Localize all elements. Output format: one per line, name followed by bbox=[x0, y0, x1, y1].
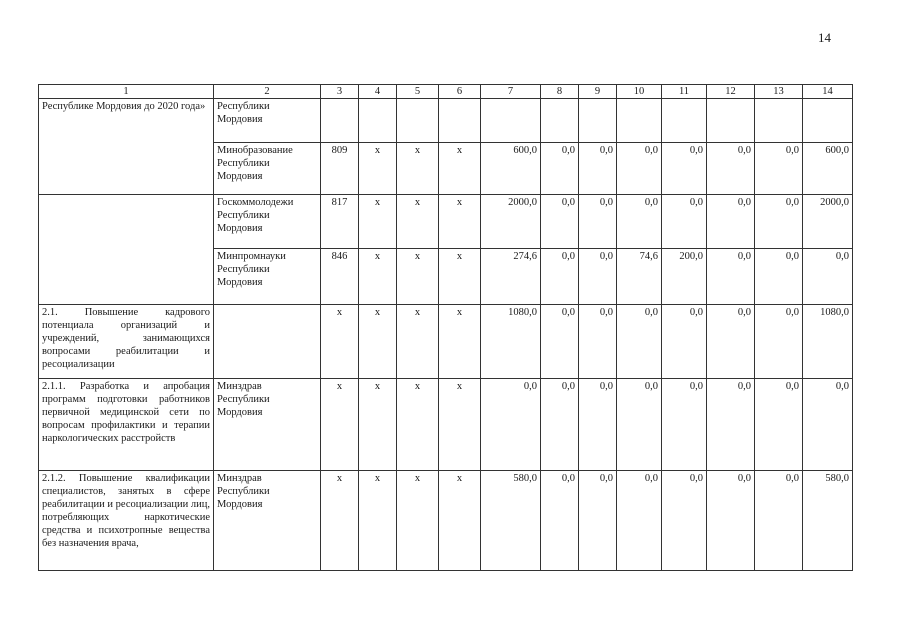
table-row bbox=[39, 305, 853, 379]
value-cell: 0,0 bbox=[662, 195, 707, 249]
page-number: 14 bbox=[818, 30, 831, 45]
value-cell: 0,0 bbox=[541, 143, 579, 195]
column-header: 10 bbox=[617, 85, 662, 99]
value-cell: х bbox=[359, 143, 397, 195]
value-cell: х bbox=[359, 471, 397, 571]
column-header: 7 bbox=[481, 85, 541, 99]
table-row bbox=[39, 99, 853, 143]
value-cell: 0,0 bbox=[662, 379, 707, 471]
table-row bbox=[39, 471, 853, 571]
executor-cell: Республики Мордовия bbox=[214, 99, 321, 143]
value-cell: 0,0 bbox=[579, 379, 617, 471]
value-cell: х bbox=[359, 195, 397, 249]
value-cell bbox=[321, 99, 359, 143]
value-cell: 0,0 bbox=[579, 471, 617, 571]
value-cell: х bbox=[359, 379, 397, 471]
value-cell: 817 bbox=[321, 195, 359, 249]
column-header: 8 bbox=[541, 85, 579, 99]
measure-name-cell bbox=[39, 143, 214, 195]
value-cell: 600,0 bbox=[803, 143, 853, 195]
value-cell: х bbox=[439, 471, 481, 571]
value-cell: 0,0 bbox=[617, 379, 662, 471]
value-cell: х bbox=[397, 249, 439, 305]
value-cell: 0,0 bbox=[579, 195, 617, 249]
value-cell: 580,0 bbox=[803, 471, 853, 571]
value-cell: 0,0 bbox=[662, 305, 707, 379]
value-cell: 600,0 bbox=[481, 143, 541, 195]
value-cell: 0,0 bbox=[662, 471, 707, 571]
value-cell bbox=[707, 99, 755, 143]
value-cell bbox=[662, 99, 707, 143]
measure-name-cell: 2.1.2. Повышение квалификации специалистов, занятых в сфере реабилитации и ресоциализации лиц, потребляющих наркотические средства и психотропные вещества без назначения врача, bbox=[39, 471, 214, 571]
value-cell: 200,0 bbox=[662, 249, 707, 305]
value-cell bbox=[481, 99, 541, 143]
column-header: 4 bbox=[359, 85, 397, 99]
value-cell: 0,0 bbox=[579, 305, 617, 379]
value-cell: 2000,0 bbox=[481, 195, 541, 249]
executor-cell: Минздрав Республики Мордовия bbox=[214, 379, 321, 471]
header-row bbox=[39, 85, 853, 99]
executor-cell: Минобразование Республики Мордовия bbox=[214, 143, 321, 195]
value-cell bbox=[439, 99, 481, 143]
value-cell: 0,0 bbox=[755, 249, 803, 305]
value-cell: 0,0 bbox=[755, 305, 803, 379]
value-cell: 580,0 bbox=[481, 471, 541, 571]
value-cell: 0,0 bbox=[579, 143, 617, 195]
value-cell: 0,0 bbox=[707, 249, 755, 305]
value-cell: х bbox=[397, 305, 439, 379]
value-cell: 0,0 bbox=[803, 249, 853, 305]
table-row bbox=[39, 195, 853, 249]
column-header: 3 bbox=[321, 85, 359, 99]
measure-name-cell: 2.1.1. Разработка и апробация программ подготовки работников первичной медицинской сети по вопросам профилактики и терапии наркологических расстройств bbox=[39, 379, 214, 471]
value-cell: х bbox=[439, 305, 481, 379]
value-cell: 0,0 bbox=[755, 195, 803, 249]
table-row bbox=[39, 379, 853, 471]
value-cell: х bbox=[397, 379, 439, 471]
value-cell: 0,0 bbox=[755, 379, 803, 471]
value-cell: х bbox=[321, 305, 359, 379]
value-cell: 0,0 bbox=[481, 379, 541, 471]
value-cell: 0,0 bbox=[755, 471, 803, 571]
budget-table bbox=[38, 84, 853, 571]
value-cell: 0,0 bbox=[707, 305, 755, 379]
value-cell: 0,0 bbox=[707, 379, 755, 471]
value-cell: 1080,0 bbox=[803, 305, 853, 379]
executor-cell: Минздрав Республики Мордовия bbox=[214, 471, 321, 571]
value-cell: х bbox=[397, 471, 439, 571]
column-header: 6 bbox=[439, 85, 481, 99]
value-cell: х bbox=[439, 379, 481, 471]
value-cell: 0,0 bbox=[541, 471, 579, 571]
measure-name-cell bbox=[39, 195, 214, 305]
value-cell: 0,0 bbox=[579, 249, 617, 305]
value-cell: 0,0 bbox=[541, 305, 579, 379]
value-cell bbox=[397, 99, 439, 143]
value-cell: 0,0 bbox=[617, 305, 662, 379]
column-header: 2 bbox=[214, 85, 321, 99]
executor-cell: Минпромнауки Республики Мордовия bbox=[214, 249, 321, 305]
value-cell: 0,0 bbox=[541, 379, 579, 471]
executor-cell: Госкоммолодежи Республики Мордовия bbox=[214, 195, 321, 249]
column-header: 5 bbox=[397, 85, 439, 99]
value-cell: 0,0 bbox=[707, 195, 755, 249]
value-cell: 0,0 bbox=[662, 143, 707, 195]
value-cell bbox=[755, 99, 803, 143]
value-cell: 0,0 bbox=[755, 143, 803, 195]
value-cell: 0,0 bbox=[617, 471, 662, 571]
value-cell: 274,6 bbox=[481, 249, 541, 305]
column-header: 11 bbox=[662, 85, 707, 99]
value-cell: 0,0 bbox=[803, 379, 853, 471]
table-row bbox=[39, 143, 853, 195]
value-cell: х bbox=[359, 249, 397, 305]
value-cell: 0,0 bbox=[617, 195, 662, 249]
value-cell: 0,0 bbox=[707, 143, 755, 195]
value-cell: х bbox=[439, 195, 481, 249]
value-cell bbox=[359, 99, 397, 143]
value-cell: х bbox=[439, 249, 481, 305]
measure-name-cell: Республике Мордовия до 2020 года» bbox=[39, 99, 214, 143]
value-cell: 0,0 bbox=[541, 195, 579, 249]
value-cell: х bbox=[359, 305, 397, 379]
value-cell: 809 bbox=[321, 143, 359, 195]
table-header bbox=[39, 85, 853, 99]
table-body bbox=[39, 99, 853, 571]
value-cell: 2000,0 bbox=[803, 195, 853, 249]
value-cell: 0,0 bbox=[541, 249, 579, 305]
value-cell bbox=[541, 99, 579, 143]
value-cell bbox=[617, 99, 662, 143]
column-header: 9 bbox=[579, 85, 617, 99]
measure-name-cell: 2.1. Повышение кадрового потенциала организаций и учреждений, занимающихся вопросами реабилитации и ресоциализации bbox=[39, 305, 214, 379]
value-cell: х bbox=[397, 143, 439, 195]
column-header: 1 bbox=[39, 85, 214, 99]
value-cell: 74,6 bbox=[617, 249, 662, 305]
value-cell: 1080,0 bbox=[481, 305, 541, 379]
executor-cell bbox=[214, 305, 321, 379]
value-cell: х bbox=[321, 379, 359, 471]
column-header: 14 bbox=[803, 85, 853, 99]
value-cell: х bbox=[397, 195, 439, 249]
value-cell: 0,0 bbox=[617, 143, 662, 195]
value-cell bbox=[579, 99, 617, 143]
column-header: 13 bbox=[755, 85, 803, 99]
value-cell: 0,0 bbox=[707, 471, 755, 571]
column-header: 12 bbox=[707, 85, 755, 99]
value-cell bbox=[803, 99, 853, 143]
value-cell: х bbox=[321, 471, 359, 571]
value-cell: х bbox=[439, 143, 481, 195]
value-cell: 846 bbox=[321, 249, 359, 305]
